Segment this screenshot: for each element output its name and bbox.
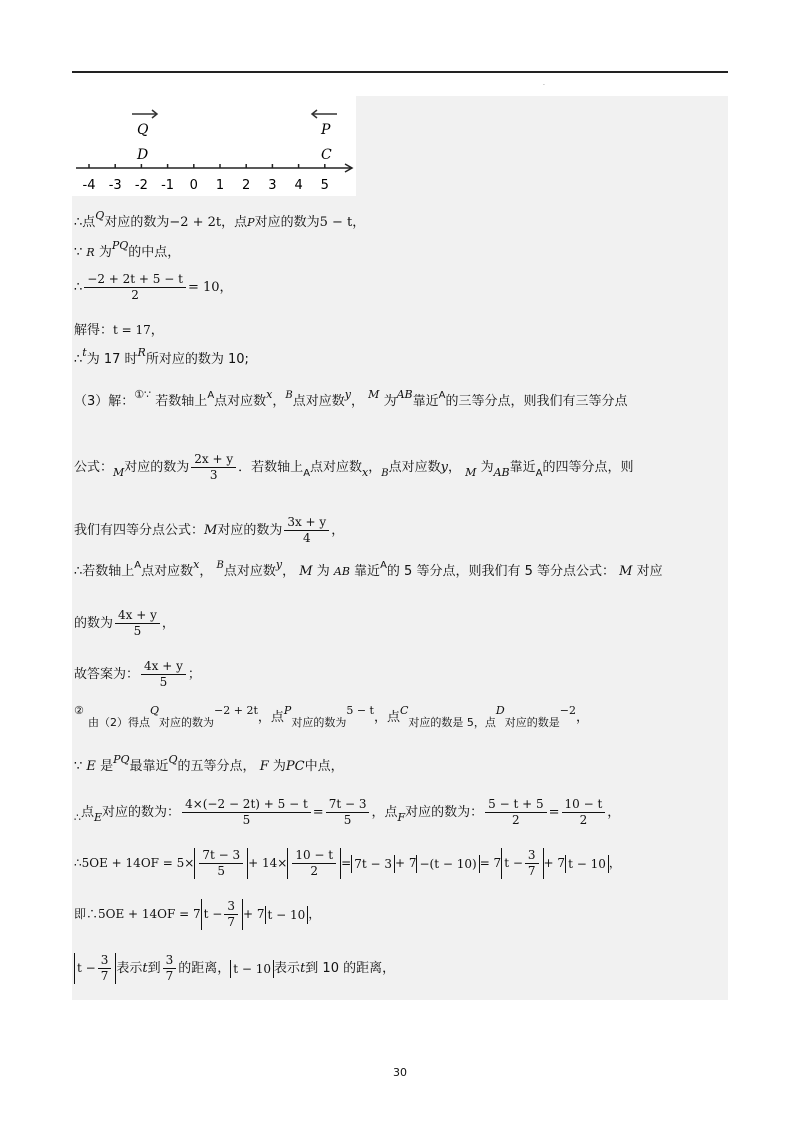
line-16: 即∴5OE + 14OF = 7 t − $\frac{3}{7}$ + 7 t − 10 ， (74, 899, 321, 929)
tick-label: 3 (268, 178, 277, 193)
label-d: D (137, 147, 149, 163)
tick-label: -1 (161, 178, 175, 193)
tick-label: 4 (294, 178, 303, 193)
line-1: ∴点$^Q$对应的数为−2 + 2t，点P对应的数为5 − t， (74, 209, 366, 230)
tick-label: 5 (320, 178, 329, 193)
line-3: ∴ $\frac{-2 + 2t + 5 - t}{2}$ = 10， (74, 272, 233, 302)
tick-label: -4 (82, 178, 96, 193)
header-rule (72, 71, 728, 73)
tick-label: 0 (189, 178, 198, 193)
line-6: （3）解：①∵ 若数轴上$^A$点对应数$^x$，$^B$点对应数$^y$， $^M$ 为$^{AB}$靠近$^A$的三等分点，则我们有三等分点 (74, 388, 628, 409)
line-15: ∴5OE + 14OF = 5× $\frac{7t - 3}{5}$ + 14× $\frac{10 - t}{2}$ = 7t − 3 + 7 −(t − 10) = 7 t − $\frac{3}{7}$ + 7 t − 10 ， (74, 848, 621, 878)
label-p: P (321, 122, 331, 138)
line-7: 公式：$_M$对应的数为 $\frac{2x + y}{3}$ ．若数轴上$_A$点对应数$_x$，$_B$点对应数y， $_M$ 为$_{AB}$靠近$_A$的四等分点，则 (74, 452, 634, 482)
line-11: 故答案为： $\frac{4x + y}{5}$ ； (74, 659, 201, 689)
line-12: ② $_{由(2)得点}^Q_{对应的数为}^{-2 + 2t}$，点$^P_{对应的数为}^{5 - t}$，点$^C_{对应的数是 5,点}^D_{对应的数是}^{-2}$， (74, 704, 589, 729)
tick-label: -2 (134, 178, 148, 193)
tick-label: 1 (215, 178, 225, 193)
header-dot: · (543, 82, 545, 89)
tick-label: -3 (108, 178, 122, 193)
line-5: ∴$^t$为 17 时$^R$所对应的数为 10; (74, 346, 249, 367)
number-line-svg (72, 96, 356, 196)
number-line-figure (72, 96, 356, 196)
line-13: ∵ E 是$^{PQ}$最靠近$^Q$的五等分点， F 为PC中点， (74, 753, 344, 774)
label-c: C (321, 147, 332, 163)
page-number: 30 (393, 1066, 407, 1079)
tick-label: 2 (242, 178, 251, 193)
line-10: 的数为 $\frac{4x + y}{5}$ ， (74, 608, 175, 638)
line-4: 解得：t = 17， (74, 323, 164, 338)
line-8: 我们有四等分点公式：M对应的数为 $\frac{3x + y}{4}$ ， (74, 515, 345, 545)
label-q: Q (137, 122, 149, 138)
line-17: t − $\frac{3}{7}$ 表示t到 $\frac{3}{7}$ 的距离， t − 10 表示t到 10 的距离， (74, 953, 395, 984)
line-9: ∴若数轴上$^A$点对应数$^x$， $^B$点对应数$^y$， M 为 AB 靠近$^A$的 5 等分点，则我们有 5 等分点公式： M 对应 (74, 558, 663, 579)
line-14: $_\therefore$点$_E$对应的数为： $\frac{4\times(-2 - 2t) + 5 - t}{5}$ = $\frac{7t - 3}{5}$ ，点$_F$对应的数为： $\frac{5 - t + 5}{2}$ = $\frac{10 - t}{2}$ ， (74, 797, 621, 827)
line-2: ∵ R 为$^{PQ}$的中点， (74, 239, 181, 260)
